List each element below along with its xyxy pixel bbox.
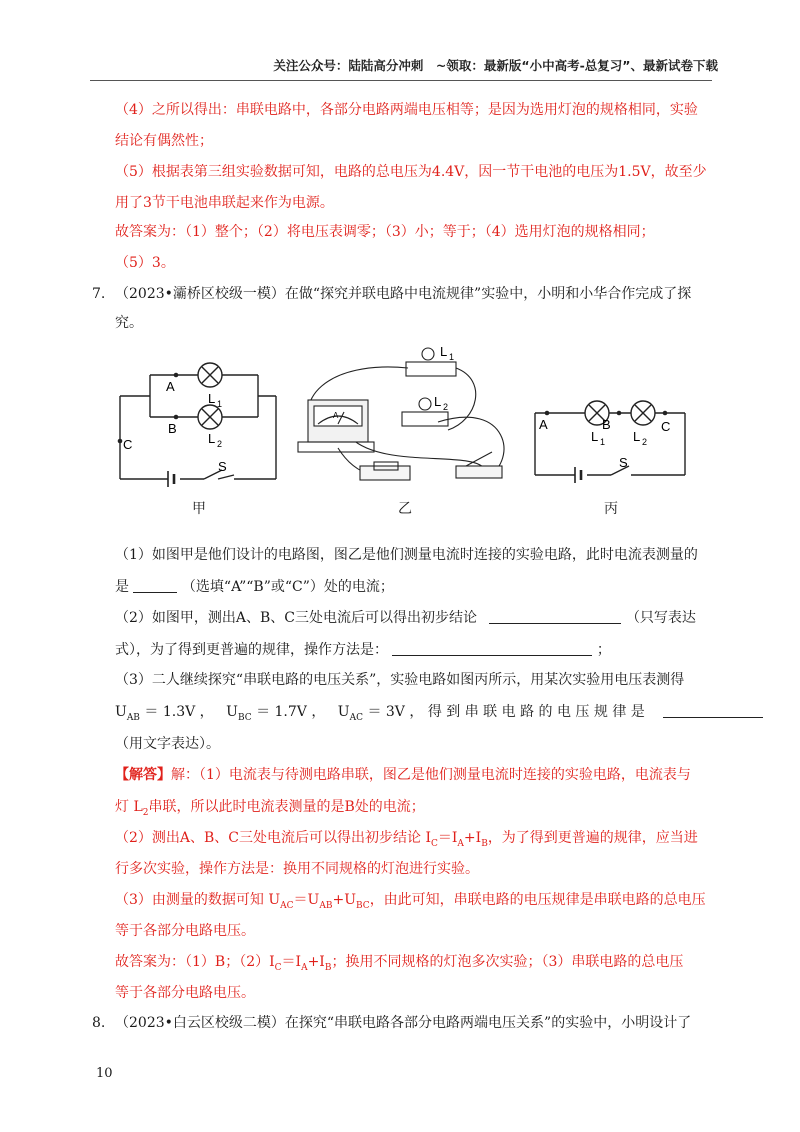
prev-answer-line-4: 用了3节干电池串联起来作为电源。 xyxy=(115,195,334,211)
fig-yi-label-l2: L xyxy=(434,394,442,409)
fig-bing-label-l1-sub: 1 xyxy=(600,437,606,447)
q7-part1-blank[interactable] xyxy=(133,578,177,593)
fig-yi-label-l1: L xyxy=(440,344,448,359)
fig-jia-label-l1: L xyxy=(208,391,216,406)
fig-jia-label-a: A xyxy=(166,379,175,394)
q7-answer-line8: 等于各部分电路电压。 xyxy=(115,985,255,1001)
fig-bing-label-s: S xyxy=(619,455,628,470)
prev-answer-line-2: 结论有偶然性； xyxy=(115,133,213,149)
fig-jia-label-l2-sub: 2 xyxy=(217,439,223,449)
q7-answer-line7: 故答案为：（1）B；$(2)I_C=I_A+I_B$；换用不同规格的灯泡多次实验；（3）串联电路的总电压 xyxy=(115,954,684,973)
header-divider xyxy=(90,80,712,81)
q7-part3-line2: $U_{AB} = 1.3V$ ， $U_{BC} = 1.7V$ ， $U_{AC} = 3V$ ， 得 到 串 联 电 路 的 电 压 规 律 是 xyxy=(115,702,763,728)
q7-answer-line3: （2）测出A、B、C三处电流后可以得出初步结论 $I_C=I_A+I_B$，为了得到更普遍的规律，应当进 xyxy=(115,830,698,849)
question-8-stem: （2023•白云区校级二模）在探究“串联电路各部分电路两端电压关系”的实验中，小明设计了 xyxy=(115,1015,692,1031)
fig-jia-label-l2: L xyxy=(208,431,216,446)
figure-jia-circuit xyxy=(110,355,290,495)
figure-jia-caption: 甲 xyxy=(192,501,206,517)
fig-yi-label-l2-sub: 2 xyxy=(443,402,449,412)
q7-answer-line2: 灯 $L_2$串联，所以此时电流表测量的是B处的电流； xyxy=(115,799,425,818)
figure-bing-caption: 丙 xyxy=(604,501,618,517)
figure-yi-caption: 乙 xyxy=(398,501,412,517)
q7-answer-line1: 【解答】解：（1）电流表与待测电路串联，图乙是他们测量电流时连接的实验电路，电流表与 xyxy=(115,767,691,783)
fig-bing-label-c: C xyxy=(661,419,671,434)
fig-bing-label-l2-sub: 2 xyxy=(642,437,648,447)
prev-answer-line-5: 故答案为：（1）整个；（2）将电压表调零；（3）小；等于；（4）选用灯泡的规格相同； xyxy=(115,224,655,240)
q7-part2-line2: 式），为了得到更普遍的规律，操作方法是： ； xyxy=(115,642,611,658)
fig-yi-label-l1-sub: 1 xyxy=(449,352,455,362)
q7-part3-line1: （3）二人继续探究“串联电路的电压关系”，实验电路如图丙所示，用某次实验用电压表测得 xyxy=(115,672,685,688)
q7-part3-line3: （用文字表达）。 xyxy=(115,736,220,752)
q7-answer-line5: （3）由测量的数据可知 $U_{AC}=U_{AB}+U_{BC}$，由此可知，串联电路的电压规律是串联电路的总电压 xyxy=(115,892,706,911)
q7-part1-line2: 是 （选填“A”“B”或“C”）处的电流； xyxy=(115,579,394,595)
q7-part3-blank[interactable] xyxy=(663,703,763,718)
prev-answer-line-1: （4）之所以得出：串联电路中，各部分电路两端电压相等；是因为选用灯泡的规格相同，实验 xyxy=(115,102,698,118)
fig-yi-meter-a: A xyxy=(333,411,339,420)
figure-bing-circuit xyxy=(525,395,695,485)
fig-bing-label-b: B xyxy=(602,417,611,432)
figure-yi-apparatus xyxy=(288,340,518,490)
q7-part1-line1: （1）如图甲是他们设计的电路图，图乙是他们测量电流时连接的实验电路，此时电流表测量的 xyxy=(115,547,698,563)
question-7-stem-2: 究。 xyxy=(115,315,143,331)
q7-answer-line6: 等于各部分电路电压。 xyxy=(115,923,255,939)
q7-part2-line1: （2）如图甲，测出A、B、C三处电流后可以得出初步结论 （只写表达 xyxy=(115,610,696,626)
question-7-stem-1: （2023•灞桥区校级一模）在做“探究并联电路中电流规律”实验中，小明和小华合作完成了探 xyxy=(115,286,692,302)
prev-answer-line-6: （5）3。 xyxy=(115,255,175,271)
q7-part2-blank-2[interactable] xyxy=(392,641,592,656)
prev-answer-line-3: （5）根据表第三组实验数据可知，电路的总电压为4.4V，因一节干电池的电压为1.5V，故至少 xyxy=(115,164,707,180)
fig-jia-label-b: B xyxy=(168,421,177,436)
q7-part2-blank-1[interactable] xyxy=(489,609,621,624)
fig-bing-label-l1: L xyxy=(591,429,599,444)
fig-bing-label-l2: L xyxy=(633,429,641,444)
answer-tag: 【解答】 xyxy=(115,767,171,783)
fig-jia-label-l1-sub: 1 xyxy=(217,399,223,409)
question-8-number: 8. xyxy=(92,1015,106,1031)
question-7-number: 7. xyxy=(92,286,106,302)
fig-jia-label-s: S xyxy=(218,459,227,474)
q7-answer-line4: 行多次实验，操作方法是：换用不同规格的灯泡进行实验。 xyxy=(115,861,479,877)
page-number: 10 xyxy=(96,1066,113,1081)
page-header: 关注公众号：陆陆高分冲刺 ~领取：最新版“小中高考-总复习”、最新试卷下载 xyxy=(273,58,718,73)
fig-bing-label-a: A xyxy=(539,417,548,432)
fig-jia-label-c: C xyxy=(123,437,133,452)
